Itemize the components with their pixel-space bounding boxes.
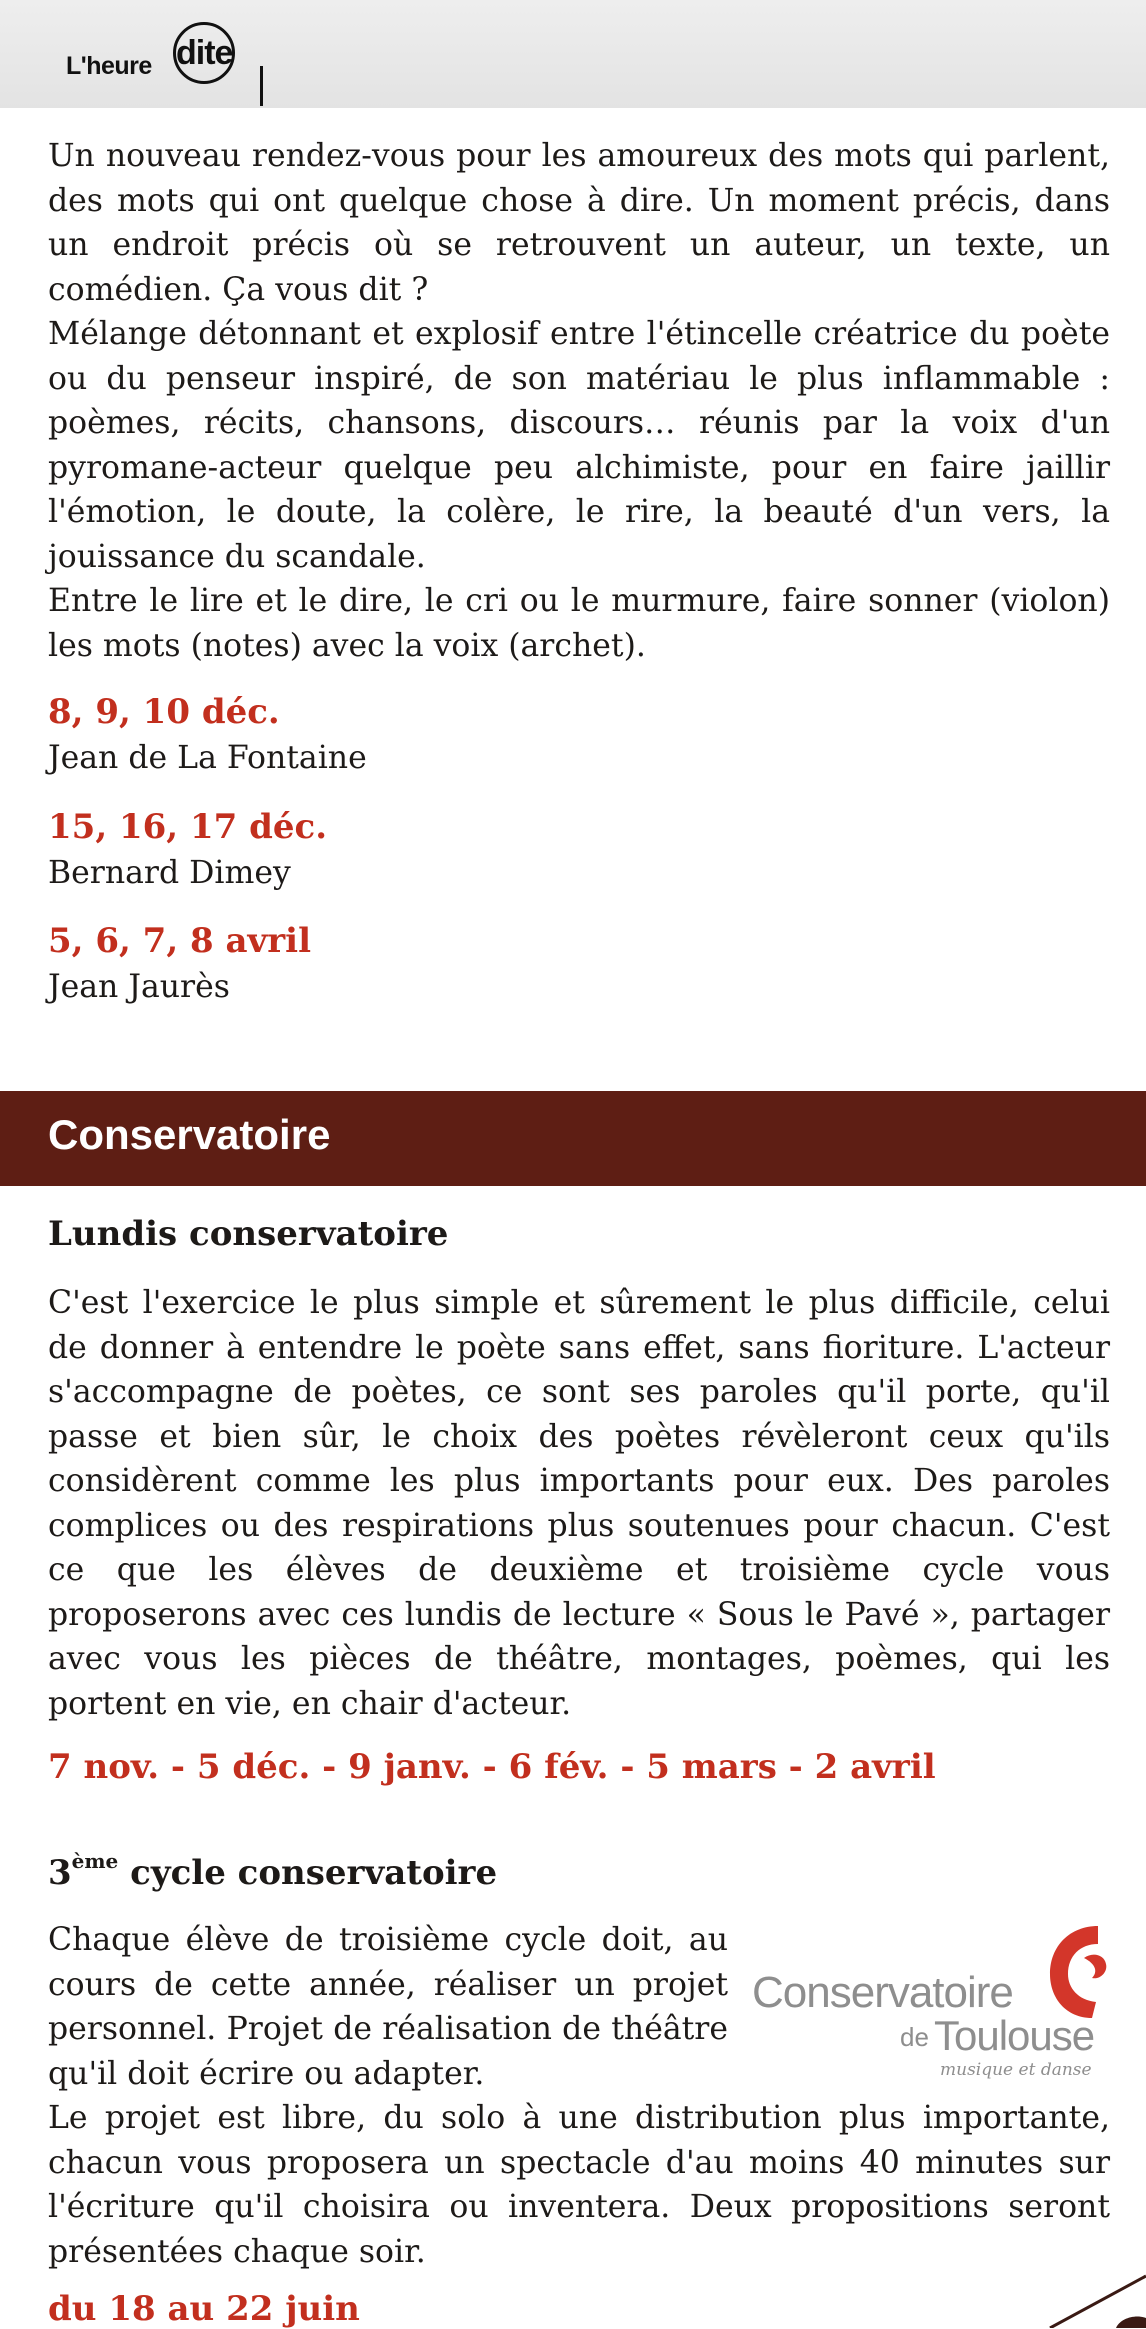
event-author-1: Jean de La Fontaine [48, 740, 367, 776]
intro-paragraph-2: Mélange détonnant et explosif entre l'étincelle créatrice du poète ou du penseur inspiré, de son matériau le plus inflammable : poèmes, récits, chansons, discours… réunis par la voix d'un pyromane-acteur quelque peu alchimiste, pour en faire jaillir l'émotion, le doute, la colère, le rire, la beauté d'un vers, la jouissance du scandale. [48, 316, 1110, 575]
lundis-heading: Lundis conservatoire [48, 1214, 449, 1254]
event-date-1: 8, 9, 10 déc. [48, 692, 280, 732]
lundis-text: C'est l'exercice le plus simple et sûrement le plus difficile, celui de donner à entendre le poète sans effet, sans fioriture. L'acteur s'accompagne de poètes, ce sont ses paroles qu'il porte, qu'il passe et bien sûr, le choix des poètes révèleront ceux qu'ils considèrent comme les plus importants pour eux. Des paroles complices ou des respirations plus soutenues pour chacun. C'est ce que les élèves de deuxième et troisième cycle vous proposerons avec ces lundis de lecture « Sous le Pavé », partager avec vous les pièces de théâtre, montages, poèmes, qui les portent en vie, en chair d'acteur. [48, 1285, 1110, 1722]
cycle3-text-part2-block [48, 2096, 1110, 2274]
conservatoire-logo-name: Conservatoire [752, 1968, 1013, 2017]
conservatoire-logo-de: de [900, 2022, 929, 2052]
event-date-3: 5, 6, 7, 8 avril [48, 921, 312, 961]
event-date-2: 15, 16, 17 déc. [48, 807, 328, 847]
event-author-2: Bernard Dimey [48, 855, 291, 891]
logo-dite-text: dite [173, 22, 235, 84]
conservatoire-logo-city: Toulouse [934, 2012, 1095, 2059]
cycle3-heading [48, 1849, 498, 1893]
cycle3-heading-rest: cycle conservatoire [118, 1853, 498, 1893]
intro-text [48, 134, 1110, 668]
page-corner-decoration [1020, 2268, 1146, 2328]
cycle3-dates: du 18 au 22 juin [48, 2289, 360, 2329]
conservatoire-toulouse-logo [752, 1922, 1112, 2087]
header-band [0, 0, 1146, 108]
cycle3-heading-num: 3 [48, 1853, 72, 1893]
cycle3-text-part1-block [48, 1918, 728, 2096]
lundis-dates: 7 nov. - 5 déc. - 9 janv. - 6 fév. - 5 mars - 2 avril [48, 1747, 936, 1787]
intro-paragraph-3: Entre le lire et le dire, le cri ou le murmure, faire sonner (violon) les mots (notes) avec la voix (archet). [48, 583, 1110, 664]
event-author-3: Jean Jaurès [48, 969, 230, 1005]
logo-tick-mark [260, 66, 263, 106]
intro-paragraph-1: Un nouveau rendez-vous pour les amoureux des mots qui parlent, des mots qui ont quelque chose à dire. Un moment précis, dans un endroit précis où se retrouvent un auteur, un texte, un comédien. Ça vous dit ? [48, 138, 1110, 308]
logo-heure-text: L'heure [66, 52, 152, 80]
section-title: Conservatoire [48, 1111, 331, 1158]
lundis-text-block [48, 1281, 1110, 1726]
cycle3-text-part2: Le projet est libre, du solo à une distribution plus importante, chacun vous proposera un spectacle d'au moins 40 minutes sur l'écriture qu'il choisira ou inventera. Deux propositions seront présentées chaque soir. [48, 2100, 1110, 2270]
section-band [0, 1091, 1146, 1186]
cycle3-text-part1: Chaque élève de troisième cycle doit, au cours de cette année, réaliser un projet personnel. Projet de réalisation de théâtre qu'il doit écrire ou adapter. [48, 1922, 728, 2092]
conservatoire-logo-tagline: musique et danse [940, 2060, 1092, 2080]
cycle3-heading-sup: ème [71, 1849, 119, 1873]
conservatoire-logo-mark-icon [1040, 1922, 1110, 2022]
